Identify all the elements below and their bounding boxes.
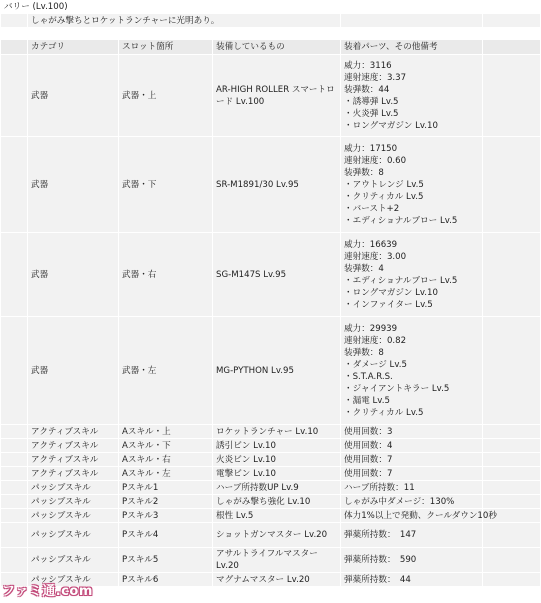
note-line: 弾薬所持数： 147 (344, 530, 417, 540)
note-line: ・ロングマガジン Lv.10 (344, 120, 438, 131)
note-line: 威力：16639 (344, 239, 398, 250)
header-row (1, 40, 541, 55)
note-line: ・火炎弾 Lv.5 (344, 108, 399, 119)
cell-notes (341, 453, 483, 467)
cell-equipment: 根性 Lv.5 (213, 509, 341, 523)
header-equipment: 装備しているもの (213, 40, 341, 55)
note-line: 装弾数：4 (344, 263, 384, 274)
cell-category: アクティブスキル (28, 467, 119, 481)
cell-category: 武器 (28, 233, 119, 317)
cell-notes (341, 548, 483, 573)
note-line: ・エディショナルブロー Lv.5 (344, 215, 458, 226)
cell-slot: Pスキル1 (119, 481, 213, 495)
header-slot: スロット箇所 (119, 40, 213, 55)
note-line: ・エディショナルブロー Lv.5 (344, 275, 458, 286)
cell-notes (341, 439, 483, 453)
cell-equipment: ハーブ所持数UP Lv.9 (213, 481, 341, 495)
cell-equipment: ショットガンマスター Lv.20 (213, 523, 341, 548)
cell-slot: 武器・右 (119, 233, 213, 317)
table-row (1, 55, 541, 137)
note-line: 装弾数：8 (344, 347, 384, 358)
note-line: ・クリティカル Lv.5 (344, 191, 424, 202)
cell-category: パッシブスキル (28, 495, 119, 509)
note-line: ・ジャイアントキラー Lv.5 (344, 383, 450, 394)
cell-category: パッシブスキル (28, 509, 119, 523)
cell-equipment: 電撃ビン Lv.10 (213, 467, 341, 481)
cell-category: アクティブスキル (28, 439, 119, 453)
header-category: カテゴリ (28, 40, 119, 55)
cell-equipment: MG-PYTHON Lv.95 (213, 317, 341, 425)
note-line: 連射速度：0.82 (344, 335, 407, 346)
cell-equipment: アサルトライフルマスター Lv.20 (213, 548, 341, 573)
title-row: バリー (Lv.100) (1, 1, 341, 14)
note-line: 装弾数：44 (344, 84, 390, 95)
note-line: 装弾数：8 (344, 167, 384, 178)
note-line: ・クリティカル Lv.5 (344, 407, 424, 418)
header-notes: 装着パーツ、その他備考 (341, 40, 483, 55)
cell-equipment: SR-M1891/30 Lv.95 (213, 137, 341, 233)
note-line: 弾薬所持数： 590 (344, 555, 417, 565)
cell-equipment: SG-M147S Lv.95 (213, 233, 341, 317)
cell-notes (341, 317, 483, 425)
table-row (1, 425, 541, 439)
cell-notes (341, 233, 483, 317)
cell-slot: Pスキル3 (119, 509, 213, 523)
note-line: ・S.T.A.R.S. (344, 371, 393, 382)
cell-equipment: 火炎ビン Lv.10 (213, 453, 341, 467)
cell-slot: Aスキル・上 (119, 425, 213, 439)
cell-category: パッシブスキル (28, 523, 119, 548)
cell-equipment: 誘引ビン Lv.10 (213, 439, 341, 453)
note-line: 使用回数：7 (344, 468, 393, 479)
note-line: 威力：29939 (344, 323, 398, 334)
cell-slot: Aスキル・下 (119, 439, 213, 453)
cell-category: パッシブスキル (28, 481, 119, 495)
table-row (1, 495, 541, 509)
table-row (1, 509, 541, 523)
cell-category: アクティブスキル (28, 425, 119, 439)
cell-slot: 武器・下 (119, 137, 213, 233)
cell-slot: Pスキル6 (119, 573, 213, 587)
table-row (1, 233, 541, 317)
cell-notes (341, 495, 483, 509)
cell-notes (341, 509, 497, 523)
table-row (1, 137, 541, 233)
note-line: 連射速度：3.37 (344, 72, 407, 83)
note-line: 使用回数：3 (344, 426, 393, 437)
note-line: しゃがみ中ダメージ：130% (344, 496, 455, 507)
cell-slot: 武器・左 (119, 317, 213, 425)
note-line: 体力1%以上で発動、クールダウン10秒 (344, 510, 497, 521)
cell-slot: Pスキル4 (119, 523, 213, 548)
note-line: ・ロングマガジン Lv.10 (344, 287, 438, 298)
cell-notes (341, 55, 483, 137)
cell-category: パッシブスキル (28, 573, 119, 587)
note-line: ・漏電 Lv.5 (344, 395, 390, 406)
cell-notes (341, 523, 483, 548)
note-line: 連射速度：3.00 (344, 251, 407, 262)
note-line: 使用回数：4 (344, 440, 393, 451)
note-line: ・アウトレンジ Lv.5 (344, 179, 424, 190)
table-row (1, 573, 541, 587)
cell-category: 武器 (28, 55, 119, 137)
cell-slot: Pスキル2 (119, 495, 213, 509)
cell-slot: Aスキル・左 (119, 467, 213, 481)
cell-slot: Aスキル・右 (119, 453, 213, 467)
note-line: ・インファイター Lv.5 (344, 299, 433, 310)
cell-category: アクティブスキル (28, 453, 119, 467)
description: しゃがみ撃ちとロケットランチャーに光明あり。 (28, 14, 341, 28)
note-line: 弾薬所持数： 44 (344, 574, 411, 585)
note-line: ・誘導弾 Lv.5 (344, 96, 399, 107)
table-row (1, 467, 541, 481)
cell-equipment: しゃがみ撃ち強化 Lv.10 (213, 495, 341, 509)
cell-category: 武器 (28, 137, 119, 233)
note-line: ・ダメージ Lv.5 (344, 359, 407, 370)
cell-notes (341, 425, 483, 439)
cell-slot: Pスキル5 (119, 548, 213, 573)
note-line: 威力：17150 (344, 143, 398, 154)
cell-slot: 武器・上 (119, 55, 213, 137)
cell-equipment: マグナムマスター Lv.20 (213, 573, 341, 587)
table-row (1, 453, 541, 467)
table-row (1, 523, 541, 548)
cell-notes (341, 481, 483, 495)
cell-notes (341, 137, 483, 233)
watermark-logo: ファミ通.com (2, 584, 93, 599)
table-row (1, 317, 541, 425)
note-line: 使用回数：7 (344, 454, 393, 465)
note-line: ハーブ所持数：11 (344, 482, 415, 493)
cell-notes (341, 573, 483, 587)
cell-category: 武器 (28, 317, 119, 425)
table-row (1, 439, 541, 453)
cell-notes (341, 467, 483, 481)
note-line: ・バースト+2 (344, 203, 400, 214)
table-row (1, 548, 541, 573)
cell-category: パッシブスキル (28, 548, 119, 573)
note-line: 連射速度：0.60 (344, 155, 407, 166)
cell-equipment: ロケットランチャー Lv.10 (213, 425, 341, 439)
cell-equipment: AR-HIGH ROLLER スマートロード Lv.100 (213, 55, 341, 137)
table-row (1, 481, 541, 495)
note-line: 威力：3116 (344, 60, 392, 71)
